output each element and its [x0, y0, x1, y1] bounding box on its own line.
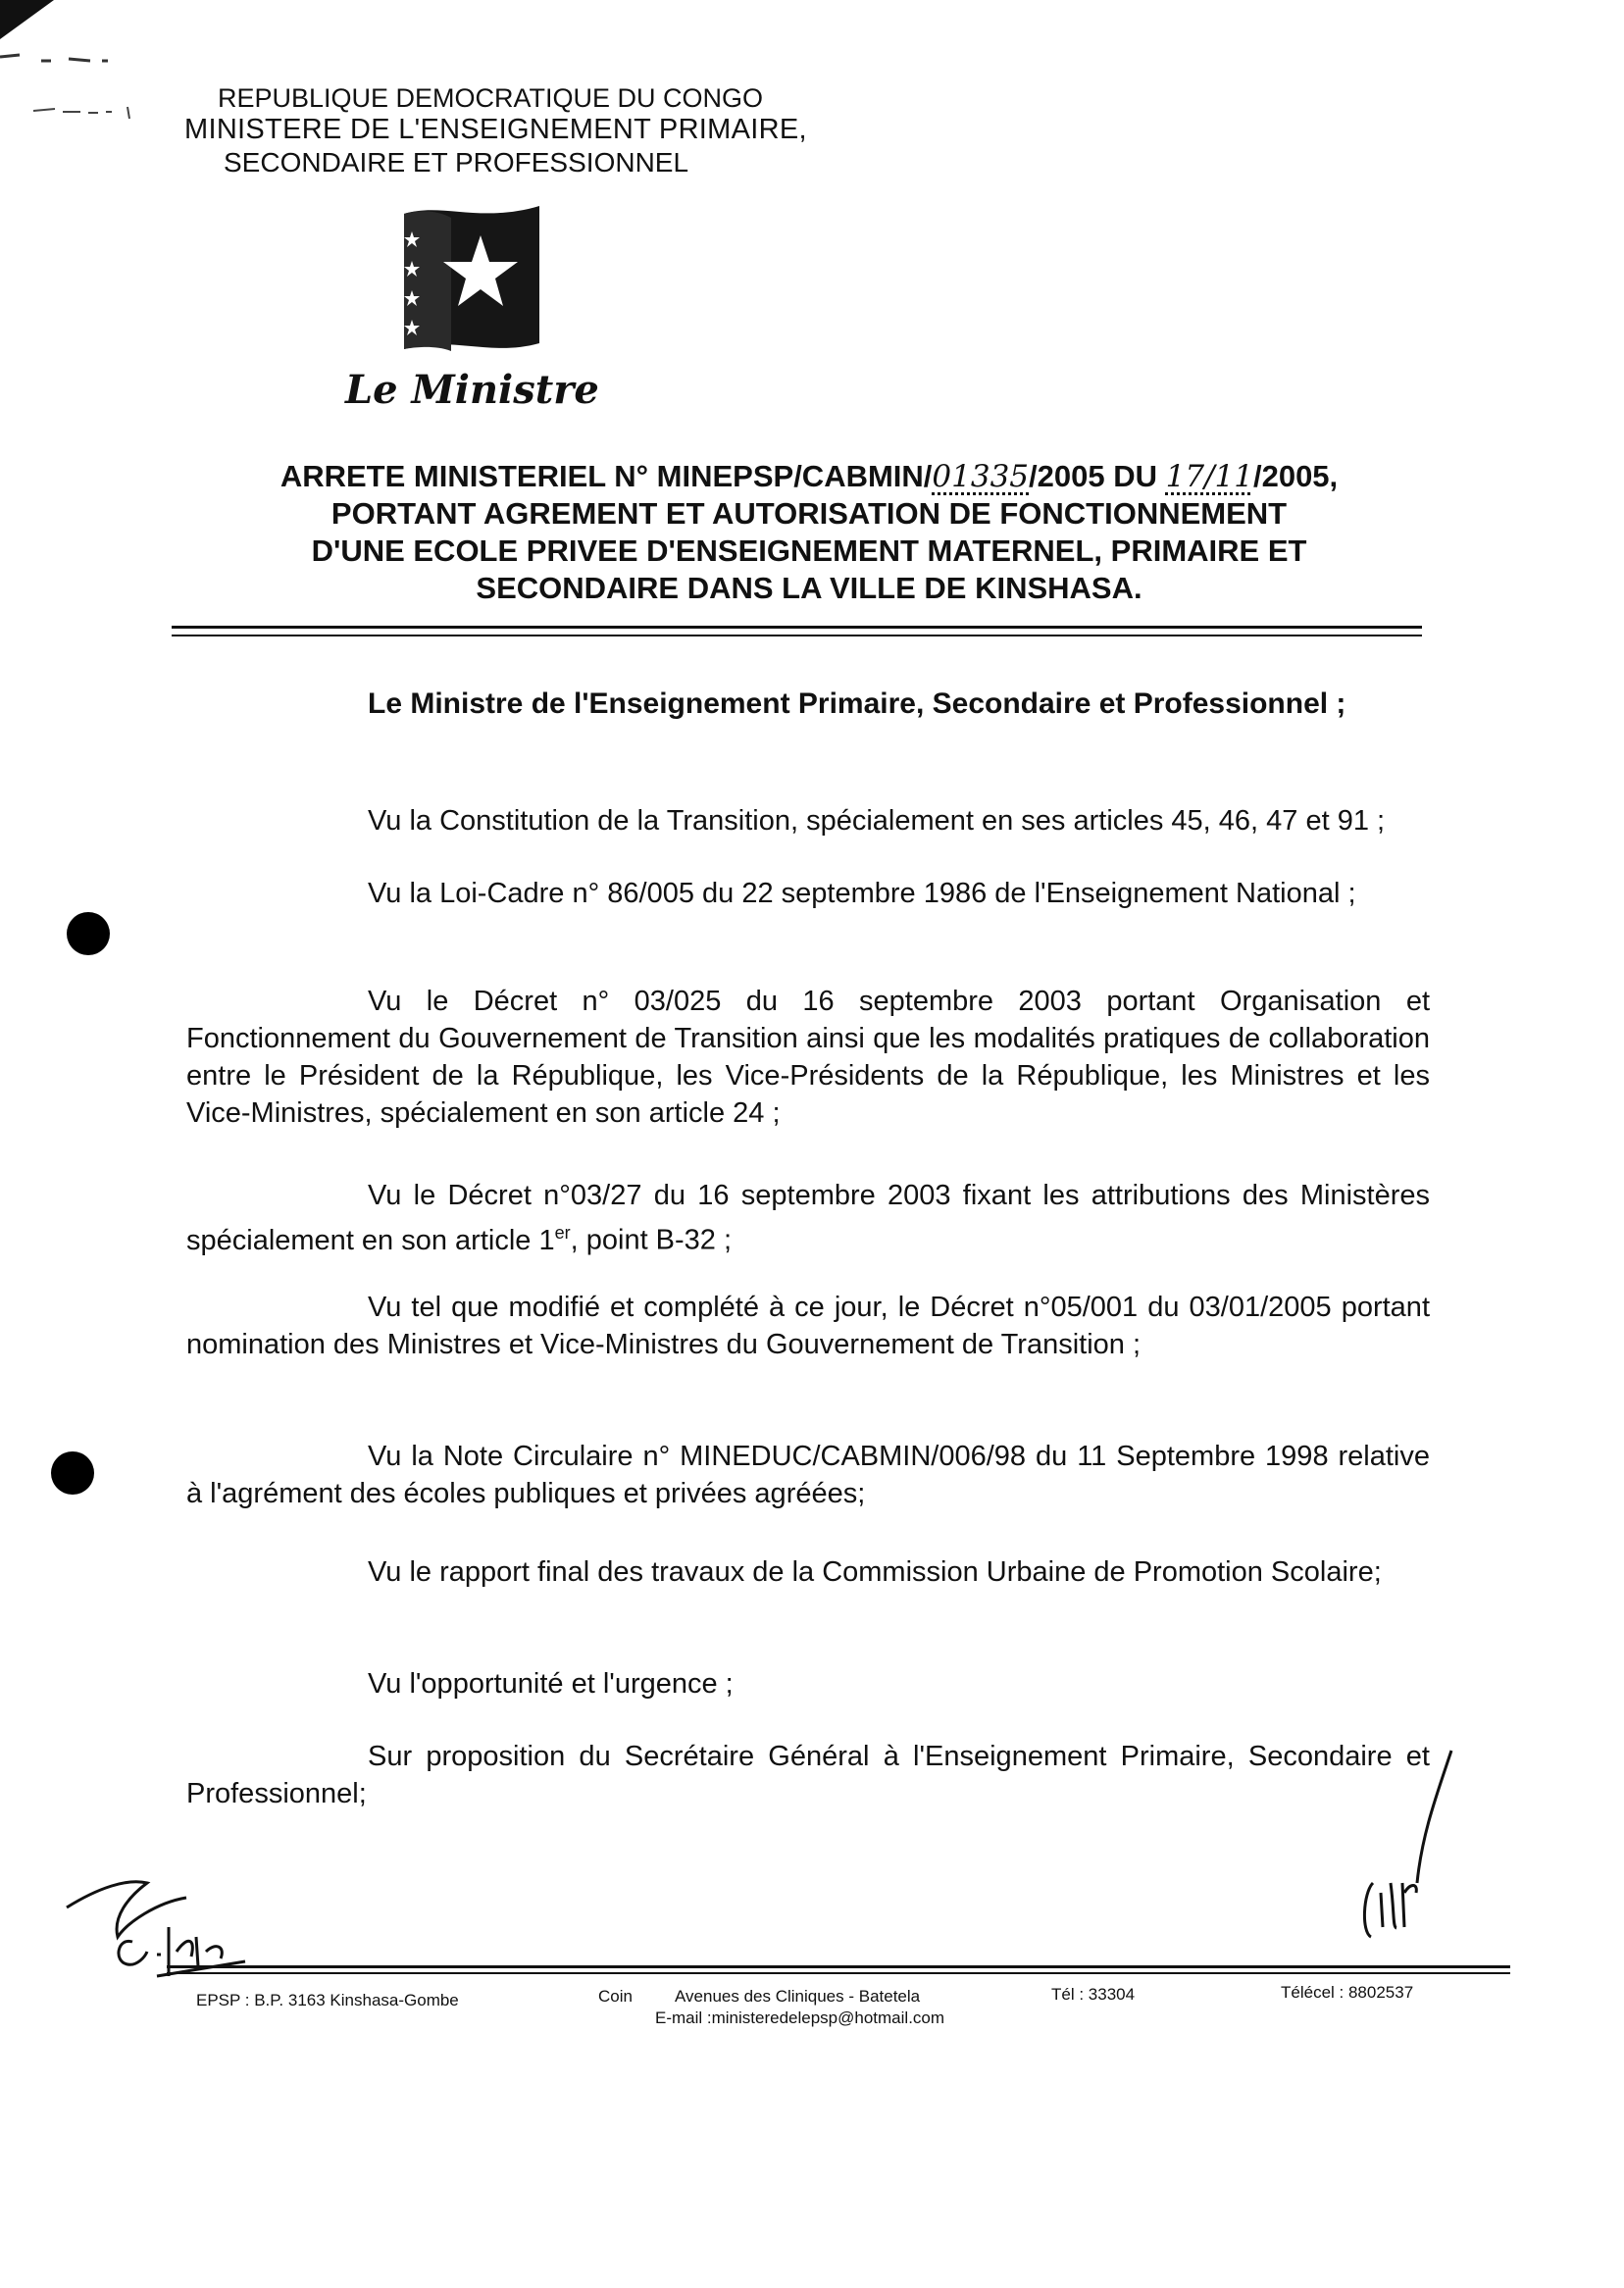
- vu-decret-05-text: Vu tel que modifié et complété à ce jour, le Décret n°05/001 du 03/01/2005 portant nomination des Ministres et Vice-Ministres du Gouvernement de Transition ;: [186, 1292, 1430, 1360]
- arrete-date: 17/11: [1165, 459, 1253, 494]
- initials-signature-right: [1353, 1746, 1461, 1942]
- vu-decret-27: [186, 1177, 1430, 1259]
- sur-proposition: [186, 1738, 1430, 1812]
- arrete-year-end: /2005,: [1252, 459, 1339, 493]
- arrete-prefix: ARRETE MINISTERIEL N° MINEPSP/CABMIN/: [279, 459, 933, 493]
- footer-telecel: Télécel : 8802537: [1281, 1983, 1414, 2002]
- country-name: REPUBLIQUE DEMOCRATIQUE DU CONGO: [218, 83, 764, 113]
- intro-paragraph: [186, 685, 1430, 724]
- scan-mark-left: [29, 103, 137, 123]
- footer-rule-bottom: [167, 1972, 1510, 1974]
- arrete-title-line1: [147, 461, 1471, 492]
- minister-title: Le Ministre: [345, 367, 599, 413]
- vu-decret-05: [186, 1289, 1430, 1363]
- arrete-title-line4: SECONDAIRE DANS LA VILLE DE KINSHASA.: [476, 571, 1142, 605]
- arrete-year-du: /2005 DU: [1029, 459, 1157, 493]
- vu-decret-27-text: Vu le Décret n°03/27 du 16 septembre 2003 fixant les attributions des Ministères spécialement en son article 1: [186, 1180, 1430, 1256]
- vu-opportunite: [186, 1665, 1430, 1703]
- vu-loi-cadre: [186, 871, 1430, 916]
- footer-tel: Tél : 33304: [1051, 1985, 1136, 2004]
- footer-avenues: Avenues des Cliniques - Batetela: [675, 1987, 921, 2006]
- ministry-name-line2: SECONDAIRE ET PROFESSIONNEL: [224, 147, 689, 178]
- vu-opportunite-text: Vu l'opportunité et l'urgence ;: [368, 1668, 734, 1700]
- punch-hole-bottom: [51, 1451, 94, 1495]
- vu-decret-27-text-end: , point B-32 ;: [570, 1224, 733, 1256]
- footer-email: E-mail :ministeredelepsp@hotmail.com: [655, 2008, 945, 2027]
- punch-hole-top: [67, 912, 110, 955]
- vu-note-circulaire-text: Vu la Note Circulaire n° MINEDUC/CABMIN/006/98 du 11 Septembre 1998 relative à l'agrément des écoles publiques et privées agréées;: [186, 1441, 1430, 1509]
- footer-address: EPSP : B.P. 3163 Kinshasa-Gombe: [196, 1991, 459, 2009]
- vu-constitution-text: Vu la Constitution de la Transition, spécialement en ses articles 45, 46, 47 et 91 ;: [368, 805, 1386, 837]
- arrete-title-line3: D'UNE ECOLE PRIVEE D'ENSEIGNEMENT MATERNEL, PRIMAIRE ET: [311, 534, 1307, 568]
- ministry-name-line1: MINISTERE DE L'ENSEIGNEMENT PRIMAIRE,: [184, 114, 807, 145]
- sur-proposition-text: Sur proposition du Secrétaire Général à l'Enseignement Primaire, Secondaire et Professionnel;: [186, 1741, 1430, 1809]
- vu-decret-27-superscript: er: [554, 1223, 571, 1243]
- arrete-title-line2: PORTANT AGREMENT ET AUTORISATION DE FONCTIONNEMENT: [330, 496, 1288, 531]
- title-rule-top: [172, 626, 1422, 629]
- scan-corner-mark: [0, 0, 137, 78]
- vu-decret-025: [186, 983, 1430, 1132]
- footer-coin: Coin: [598, 1987, 633, 2006]
- flag-emblem: [392, 196, 549, 363]
- vu-constitution: [186, 798, 1430, 843]
- vu-loi-cadre-text: Vu la Loi-Cadre n° 86/005 du 22 septembre 1986 de l'Enseignement National ;: [368, 878, 1356, 909]
- vu-rapport: [186, 1550, 1430, 1595]
- vu-note-circulaire: [186, 1438, 1430, 1512]
- title-rule-bottom: [172, 635, 1422, 636]
- vu-decret-025-text: Vu le Décret n° 03/025 du 16 septembre 2003 portant Organisation et Fonctionnement du Gouvernement de Transition ainsi que les modalités pratiques de collaboration entre le Président de la République, les Vice-Présidents de la République, les Ministres et les Vice-Ministres, spécialement en son article 24 ;: [186, 986, 1430, 1129]
- arrete-number: 01335: [932, 459, 1030, 494]
- vu-rapport-text: Vu le rapport final des travaux de la Commission Urbaine de Promotion Scolaire;: [368, 1556, 1382, 1588]
- footer-rule-top: [167, 1965, 1510, 1968]
- initials-signature-left: [59, 1868, 255, 1986]
- intro-text: Le Ministre de l'Enseignement Primaire, Secondaire et Professionnel ;: [368, 687, 1346, 720]
